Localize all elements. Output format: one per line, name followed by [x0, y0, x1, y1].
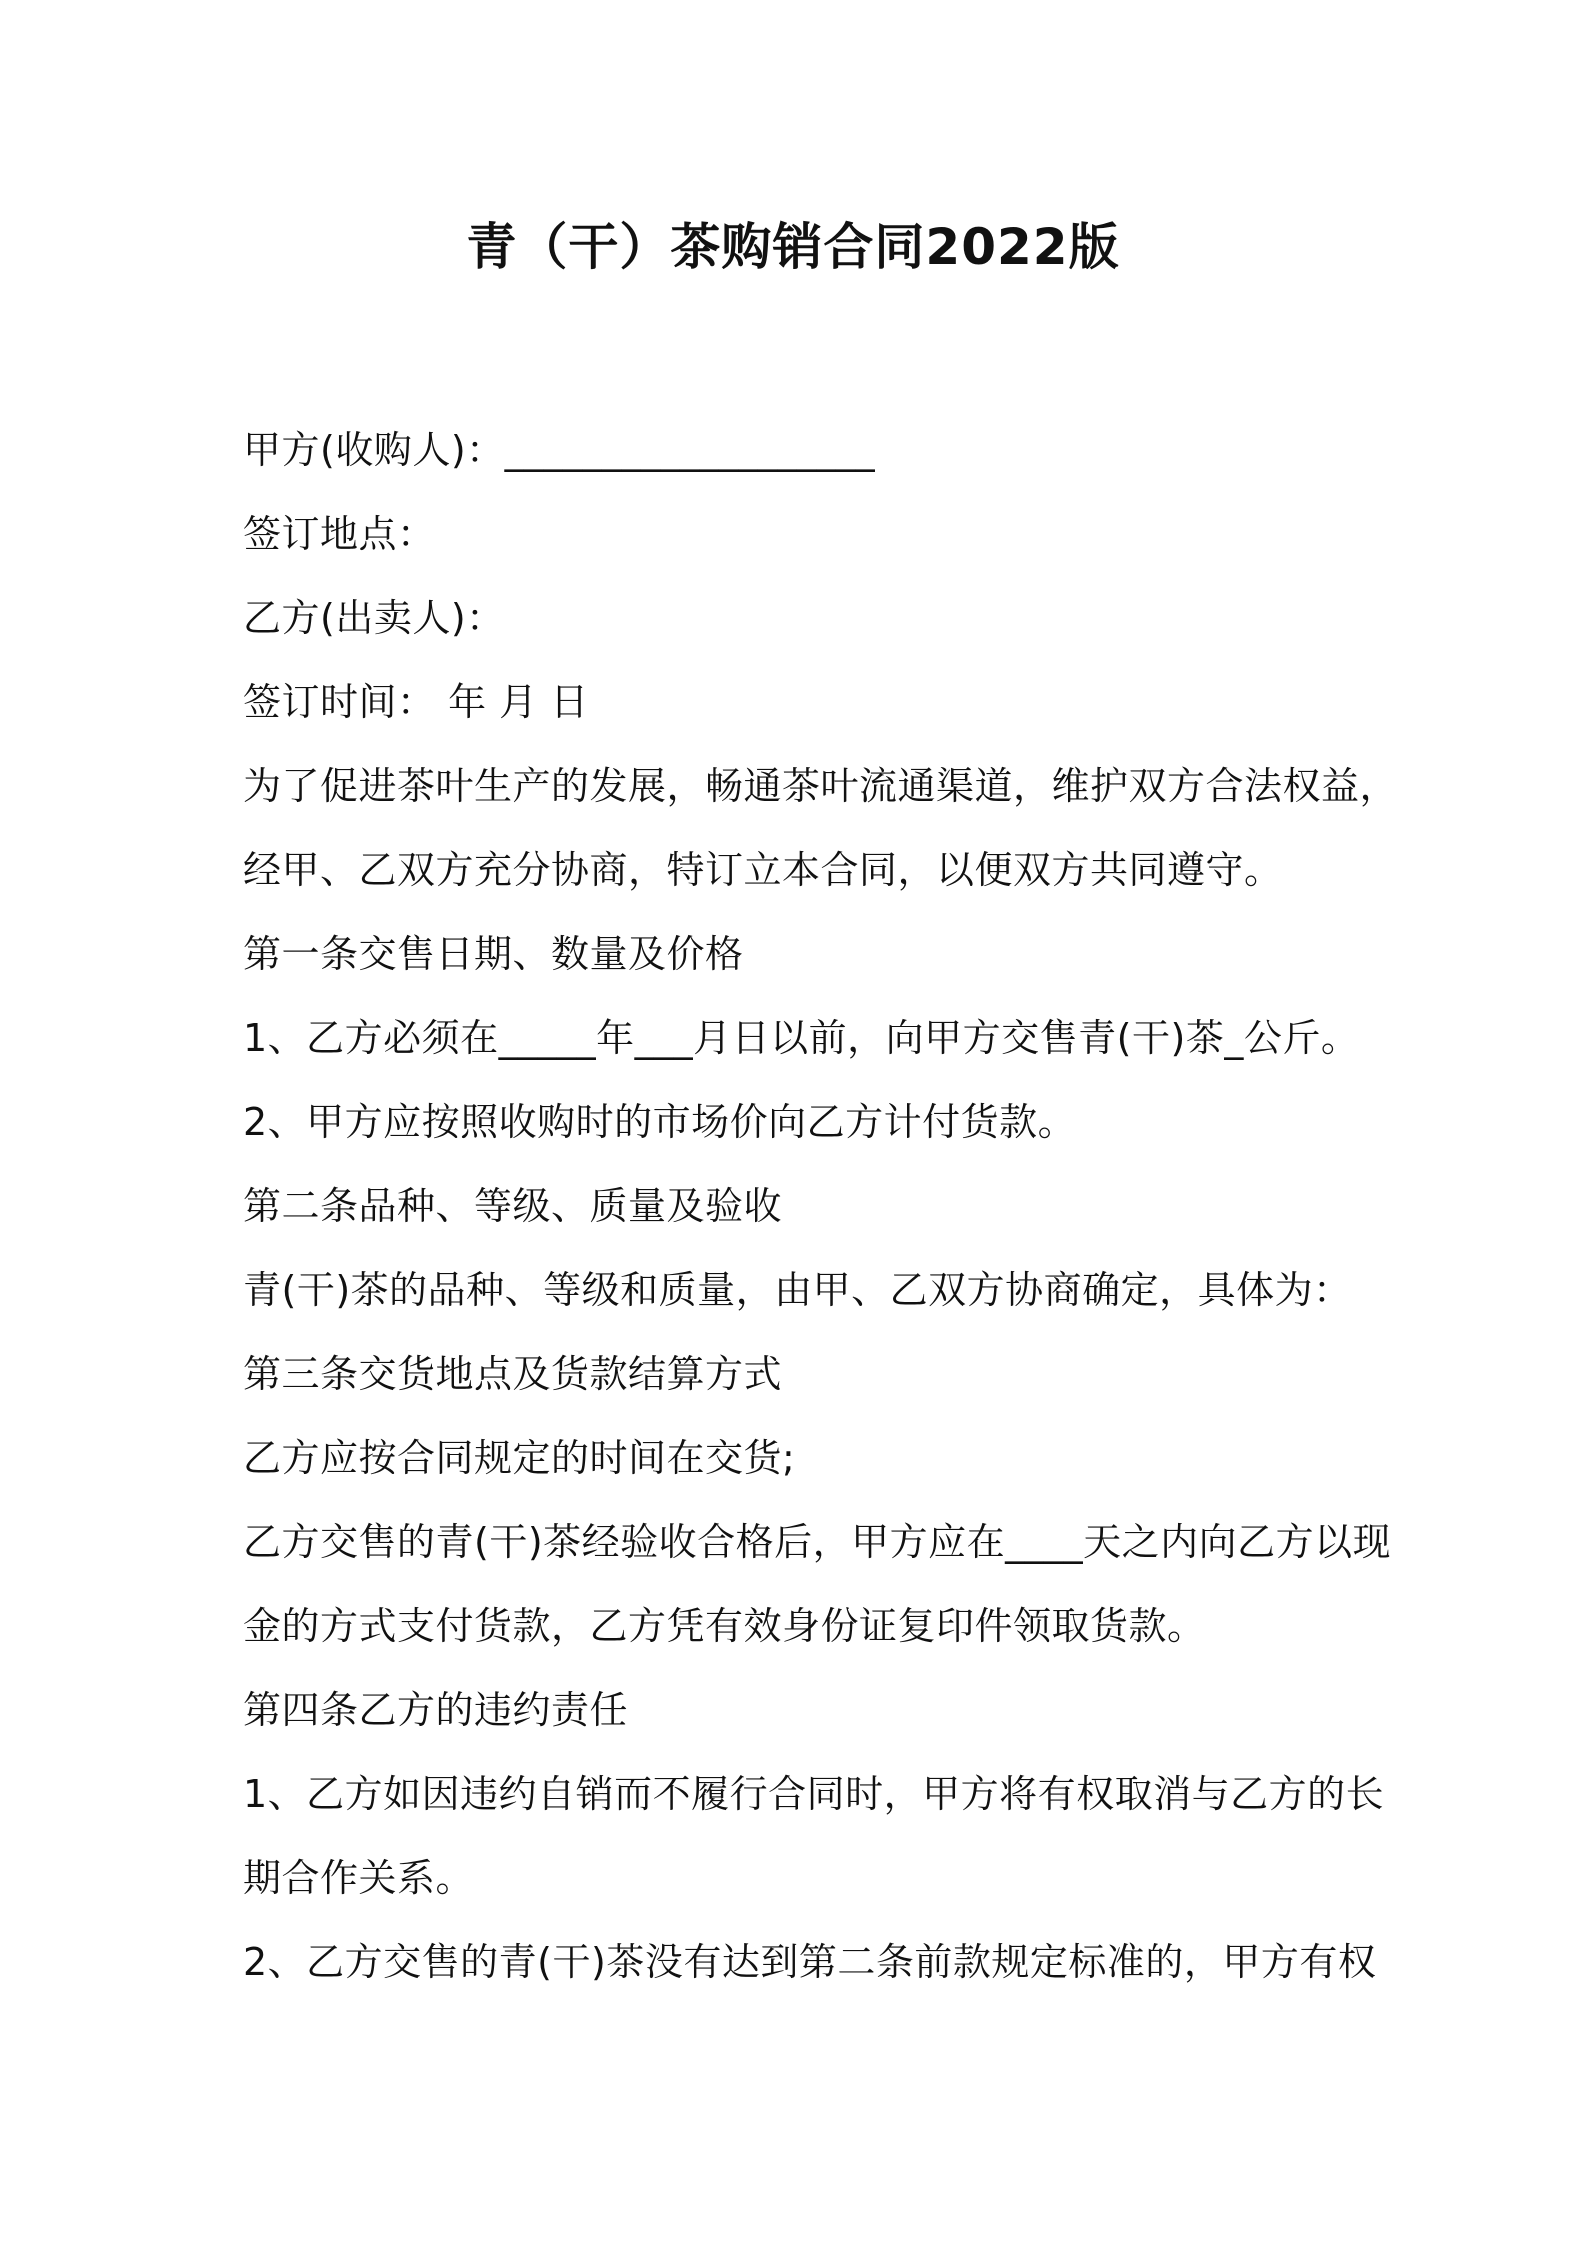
article-4-clause-1b: 期合作关系。 — [243, 1856, 475, 1900]
article-1-clause-1: 1、乙方必须在_____年___月日以前，向甲方交售青(干)茶_公斤。 — [243, 1016, 1360, 1060]
preamble-line-2: 经甲、乙双方充分协商，特订立本合同，以便双方共同遵守。 — [243, 848, 1283, 892]
article-3-heading: 第三条交货地点及货款结算方式 — [243, 1352, 783, 1396]
document-body — [243, 408, 1399, 2004]
signing-place-line: 签订地点： — [243, 512, 436, 556]
article-3-text-1: 乙方应按合同规定的时间在交货; — [243, 1436, 796, 1480]
article-4-clause-2: 2、乙方交售的青(干)茶没有达到第二条前款规定标准的，甲方有权 — [243, 1940, 1377, 1984]
article-4-clause-1a: 1、乙方如因违约自销而不履行合同时，甲方将有权取消与乙方的长 — [243, 1772, 1385, 1816]
preamble-line-1: 为了促进茶叶生产的发展，畅通茶叶流通渠道，维护双方合法权益， — [243, 764, 1399, 808]
article-3-text-2: 乙方交售的青(干)茶经验收合格后，甲方应在____天之内向乙方以现 — [243, 1520, 1392, 1564]
party-a-line: 甲方(收购人)：___________________ — [243, 428, 876, 472]
article-2-text: 青(干)茶的品种、等级和质量，由甲、乙双方协商确定，具体为： — [243, 1268, 1352, 1312]
article-1-clause-2: 2、甲方应按照收购时的市场价向乙方计付货款。 — [243, 1100, 1077, 1144]
document-title: 青（干）茶购销合同2022版 — [466, 218, 1120, 276]
article-1-heading: 第一条交售日期、数量及价格 — [243, 932, 744, 976]
article-2-heading: 第二条品种、等级、质量及验收 — [243, 1184, 783, 1228]
party-b-line: 乙方(出卖人)： — [243, 596, 505, 640]
article-4-heading: 第四条乙方的违约责任 — [243, 1688, 629, 1732]
signing-date-line: 签订时间： 年 月 日 — [243, 680, 589, 724]
article-3-text-3: 金的方式支付货款，乙方凭有效身份证复印件领取货款。 — [243, 1604, 1206, 1648]
